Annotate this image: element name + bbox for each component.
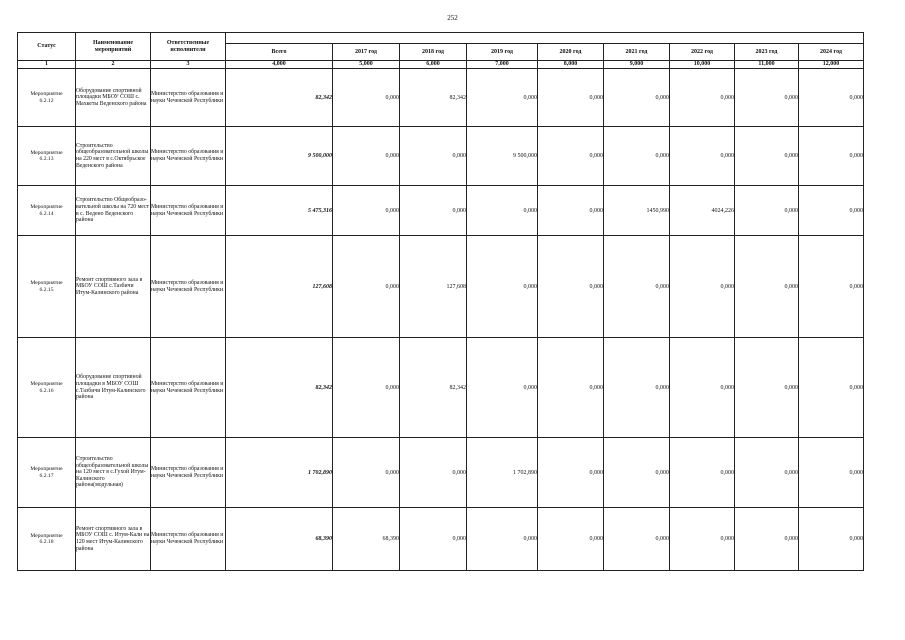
row-value: 82,342: [400, 69, 467, 127]
row-value: 0,000: [799, 338, 864, 438]
row-value: 0,000: [538, 338, 604, 438]
row-value: 127,608: [400, 236, 467, 338]
header-year: 2019 год: [467, 44, 538, 61]
row-value: 0,000: [735, 127, 799, 186]
header-name: Наименование мероприятий: [76, 33, 151, 61]
table-row: [18, 236, 864, 338]
row-status: Мероприятие 6.2.18: [18, 508, 76, 571]
table-row: [18, 438, 864, 508]
header-year: 2022 год: [670, 44, 735, 61]
row-value: 0,000: [799, 438, 864, 508]
column-index-row: [18, 61, 864, 69]
row-name: Оборудование спортивной площадки в МБОУ СОШ с.Тазбичи Итум-Калинского района: [76, 338, 151, 438]
row-total: 82,342: [226, 69, 333, 127]
column-index: 4,000: [226, 61, 333, 69]
row-value: 68,390: [333, 508, 400, 571]
row-name: Оборудование спортивной площадки МБОУ СОШ с. Махкеты Веденского района: [76, 69, 151, 127]
row-value: 0,000: [400, 186, 467, 236]
header-status: Статус: [18, 33, 76, 61]
column-index: 11,000: [735, 61, 799, 69]
row-value: 0,000: [604, 508, 670, 571]
column-index: 10,000: [670, 61, 735, 69]
row-status: Мероприятие 6.2.17: [18, 438, 76, 508]
row-value: 0,000: [467, 186, 538, 236]
row-value: 0,000: [799, 508, 864, 571]
header-year: 2021 год: [604, 44, 670, 61]
row-name: Ремонт спортивного зала в МБОУ СОШ с.Тазбичи Итум-Калинского района: [76, 236, 151, 338]
row-name: Строительство Общеобразо-вательной школы на 720 мест в с. Ведено Веденского района: [76, 186, 151, 236]
row-responsible: Министерство образования и науки Чеченской Республики: [151, 69, 226, 127]
table-row: [18, 69, 864, 127]
row-value: 0,000: [735, 69, 799, 127]
row-status: Мероприятие 6.2.14: [18, 186, 76, 236]
header-year: 2017 год: [333, 44, 400, 61]
row-status: Мероприятие 6.2.12: [18, 69, 76, 127]
row-responsible: Министерство образования и науки Чеченской Республики: [151, 438, 226, 508]
row-status: Мероприятие 6.2.13: [18, 127, 76, 186]
column-index: 2: [76, 61, 151, 69]
header-total: Всего: [226, 44, 333, 61]
row-value: 0,000: [670, 236, 735, 338]
row-value: 0,000: [670, 127, 735, 186]
row-value: 0,000: [467, 69, 538, 127]
column-index: 8,000: [538, 61, 604, 69]
table-row: [18, 186, 864, 236]
row-value: 0,000: [467, 338, 538, 438]
column-index: 12,000: [799, 61, 864, 69]
header-year: 2023 год: [735, 44, 799, 61]
header-year: 2020 год: [538, 44, 604, 61]
row-name: Строительство общеобразовательной школы на 220 мест в с.Октябрьское Веденского района: [76, 127, 151, 186]
row-value: 0,000: [735, 186, 799, 236]
row-total: 9 500,000: [226, 127, 333, 186]
page-number: 252: [447, 14, 458, 22]
row-value: 0,000: [604, 338, 670, 438]
column-index: 3: [151, 61, 226, 69]
row-status: Мероприятие 6.2.16: [18, 338, 76, 438]
row-name: Строительство общеобразовательной школы на 120 мест в с.Гухой Итум-Калинского района(модульная): [76, 438, 151, 508]
row-value: 0,000: [670, 69, 735, 127]
row-status: Мероприятие 6.2.15: [18, 236, 76, 338]
row-value: 0,000: [538, 508, 604, 571]
row-value: 0,000: [400, 508, 467, 571]
header-responsible: Ответственные исполнители: [151, 33, 226, 61]
row-value: 0,000: [467, 508, 538, 571]
row-value: 0,000: [333, 338, 400, 438]
row-value: 0,000: [670, 438, 735, 508]
row-value: 0,000: [538, 438, 604, 508]
row-value: 0,000: [670, 508, 735, 571]
row-value: 4024,226: [670, 186, 735, 236]
row-value: 0,000: [735, 438, 799, 508]
column-index: 1: [18, 61, 76, 69]
row-value: 0,000: [604, 69, 670, 127]
row-value: 0,000: [799, 69, 864, 127]
row-value: 0,000: [604, 236, 670, 338]
table-row: [18, 508, 864, 571]
header-row: [18, 33, 864, 44]
row-total: 82,342: [226, 338, 333, 438]
budget-table: [17, 32, 864, 571]
row-responsible: Министерство образования и науки Чеченской Республики: [151, 127, 226, 186]
column-index: 5,000: [333, 61, 400, 69]
row-value: 0,000: [735, 338, 799, 438]
row-value: 0,000: [467, 236, 538, 338]
row-value: 0,000: [604, 127, 670, 186]
row-value: 0,000: [799, 236, 864, 338]
row-value: 0,000: [604, 438, 670, 508]
row-value: 0,000: [333, 127, 400, 186]
table-row: [18, 127, 864, 186]
column-index: 7,000: [467, 61, 538, 69]
row-value: 0,000: [400, 438, 467, 508]
row-value: 0,000: [538, 186, 604, 236]
header-blank: [226, 33, 864, 44]
row-responsible: Министерство образования и науки Чеченской Республики: [151, 236, 226, 338]
column-index: 6,000: [400, 61, 467, 69]
row-value: 0,000: [538, 127, 604, 186]
table-row: [18, 338, 864, 438]
row-name: Ремонт спортивного зала в МБОУ СОШ с. Итум-Кали на 120 мест Итум-Калинского района: [76, 508, 151, 571]
row-total: 127,608: [226, 236, 333, 338]
header-year: 2018 год: [400, 44, 467, 61]
row-total: 5 475,316: [226, 186, 333, 236]
row-responsible: Министерство образования и науки Чеченской Республики: [151, 338, 226, 438]
row-value: 0,000: [735, 236, 799, 338]
row-responsible: Министерство образования и науки Чеченской Республики: [151, 186, 226, 236]
row-value: 0,000: [799, 127, 864, 186]
row-value: 0,000: [538, 236, 604, 338]
row-value: 1450,990: [604, 186, 670, 236]
column-index: 9,000: [604, 61, 670, 69]
row-total: 1 702,890: [226, 438, 333, 508]
row-value: 0,000: [400, 127, 467, 186]
row-value: 0,000: [333, 69, 400, 127]
row-value: 0,000: [333, 438, 400, 508]
header-year: 2024 год: [799, 44, 864, 61]
row-value: 82,342: [400, 338, 467, 438]
row-value: 0,000: [735, 508, 799, 571]
row-responsible: Министерство образования и науки Чеченской Республики: [151, 508, 226, 571]
row-value: 0,000: [333, 236, 400, 338]
row-value: 0,000: [799, 186, 864, 236]
row-value: 0,000: [333, 186, 400, 236]
row-value: 1 702,890: [467, 438, 538, 508]
row-value: 0,000: [538, 69, 604, 127]
row-value: 0,000: [670, 338, 735, 438]
row-value: 9 500,000: [467, 127, 538, 186]
row-total: 68,390: [226, 508, 333, 571]
